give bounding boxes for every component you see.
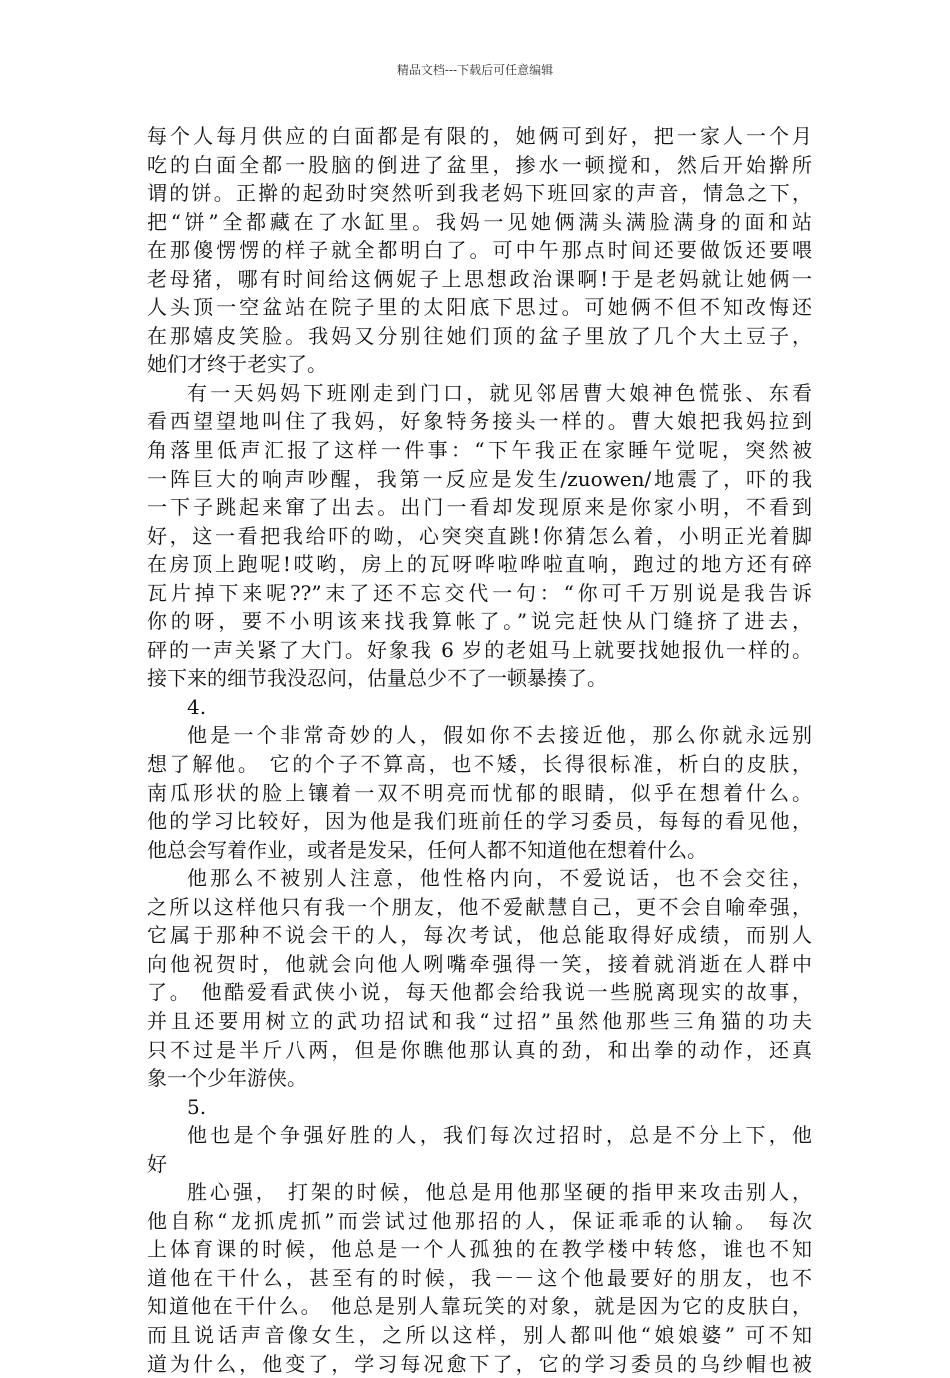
text-line: 它属于那种不说会干的人，每次考试，他总能取得好成绩，而别人 bbox=[147, 923, 812, 948]
text-line: 向他祝贺时，他就会向他人咧嘴牵强得一笑，接着就消逝在人群中 bbox=[147, 951, 812, 976]
page-header: 精品文档---下载后可任意编辑 bbox=[396, 63, 554, 77]
text-line: 好 bbox=[147, 1151, 167, 1176]
text-line: 他总会写着作业，或者是发呆，任何人都不知道他在想着什么。 bbox=[147, 837, 707, 862]
text-line: 老母猪，哪有时间给这俩妮子上思想政治课啊!于是老妈就让她俩一 bbox=[147, 266, 812, 291]
text-line: 而且说话声音像女生，之所以这样，别人都叫他“娘娘婆” 可不知 bbox=[147, 1322, 812, 1347]
text-line: 谓的饼。正擀的起劲时突然听到我老妈下班回家的声音，情急之下， bbox=[147, 181, 812, 206]
text-line: 看西望望地叫住了我妈，好象特务接头一样的。曹大娘把我妈拉到 bbox=[147, 409, 812, 434]
text-line: 角落里低声汇报了这样一件事：“下午我正在家睡午觉呢，突然被 bbox=[147, 438, 812, 463]
text-line: 把“饼”全都藏在了水缸里。我妈一见她俩满头满脸满身的面和站 bbox=[147, 209, 812, 234]
text-line: 象一个少年游侠。 bbox=[147, 1066, 307, 1091]
document-body bbox=[147, 122, 812, 1378]
text-line: 胜心强， 打架的时候，他总是用他那坚硬的指甲来攻击别人， bbox=[187, 1180, 812, 1205]
text-line: 他的学习比较好，因为他是我们班前任的学习委员，每每的看见他， bbox=[147, 809, 812, 834]
text-line: 知道他在干什么。 他总是别人靠玩笑的对象，就是因为它的皮肤白， bbox=[147, 1294, 812, 1319]
text-line: 砰的一声关紧了大门。好象我 6 岁的老姐马上就要找她报仇一样的。 bbox=[147, 637, 812, 662]
text-line: 瓦片掉下来呢??”末了还不忘交代一句：“你可千万别说是我告诉 bbox=[147, 580, 812, 605]
text-line: 他也是个争强好胜的人，我们每次过招时，总是不分上下，他 bbox=[187, 1123, 812, 1148]
text-line: 只不过是半斤八两，但是你瞧他那认真的劲，和出拳的动作，还真 bbox=[147, 1037, 812, 1062]
text-line: 吃的白面全都一股脑的倒进了盆里，掺水一顿搅和，然后开始擀所 bbox=[147, 152, 812, 177]
text-line: 他那么不被别人注意，他性格内向，不爱说话，也不会交往， bbox=[187, 866, 812, 891]
text-line: 上体育课的时候，他总是一个人孤独的在教学楼中转悠，谁也不知 bbox=[147, 1237, 812, 1262]
text-line: 人头顶一空盆站在院子里的太阳底下思过。可她俩不但不知改悔还 bbox=[147, 295, 812, 320]
text-line: 想了解他。 它的个子不算高，也不矮，长得很标准，析白的皮肤， bbox=[147, 752, 812, 777]
text-line: 5. bbox=[187, 1094, 207, 1119]
text-line: 并且还要用树立的武功招试和我“过招”虽然他那些三角猫的功夫 bbox=[147, 1008, 812, 1033]
text-line: 她们才终于老实了。 bbox=[147, 352, 327, 377]
text-line: 之所以这样他只有我一个朋友，他不爱献慧自己，更不会自喻牵强， bbox=[147, 894, 812, 919]
text-line: 有一天妈妈下班刚走到门口，就见邻居曹大娘神色慌张、东看 bbox=[187, 380, 812, 405]
text-line: 你的呀，要不小明该来找我算帐了。”说完赶快从门缝挤了进去， bbox=[147, 609, 812, 634]
text-line: 一阵巨大的响声吵醒，我第一反应是发生/zuowen/地震了，吓的我 bbox=[147, 466, 812, 491]
text-line: 他自称“龙抓虎抓”而尝试过他那招的人，保证乖乖的认输。 每次 bbox=[147, 1208, 812, 1233]
text-line: 道他在干什么，甚至有的时候，我－－这个他最要好的朋友，也不 bbox=[147, 1265, 812, 1290]
text-line: 接下来的细节我没忍问，估量总少不了一顿暴揍了。 bbox=[147, 666, 607, 691]
text-line: 在那傻愣愣的样子就全都明白了。可中午那点时间还要做饭还要喂 bbox=[147, 238, 812, 263]
text-line: 每个人每月供应的白面都是有限的，她俩可到好，把一家人一个月 bbox=[147, 124, 812, 148]
text-line: 在房顶上跑呢!哎哟，房上的瓦呀哗啦哗啦直响，跑过的地方还有碎 bbox=[147, 552, 812, 577]
text-line: 道为什么，他变了，学习每况愈下了，它的学习委员的乌纱帽也被 bbox=[147, 1351, 812, 1376]
text-line: 他是一个非常奇妙的人，假如你不去接近他，那么你就永远别 bbox=[187, 723, 812, 748]
text-line: 一下子跳起来窜了出去。出门一看却发现原来是你家小明，不看到 bbox=[147, 495, 812, 520]
text-line: 4. bbox=[187, 694, 207, 719]
text-line: 在那嬉皮笑脸。我妈又分别往她们顶的盆子里放了几个大土豆子， bbox=[147, 323, 812, 348]
text-line: 了。 他酷爱看武侠小说，每天他都会给我说一些脱离现实的故事， bbox=[147, 980, 812, 1005]
text-line: 好，这一看把我给吓的呦，心突突直跳!你猜怎么着，小明正光着脚 bbox=[147, 523, 812, 548]
text-line: 南瓜形状的脸上镶着一双不明亮而忧郁的眼睛，似乎在想着什么。 bbox=[147, 780, 812, 805]
